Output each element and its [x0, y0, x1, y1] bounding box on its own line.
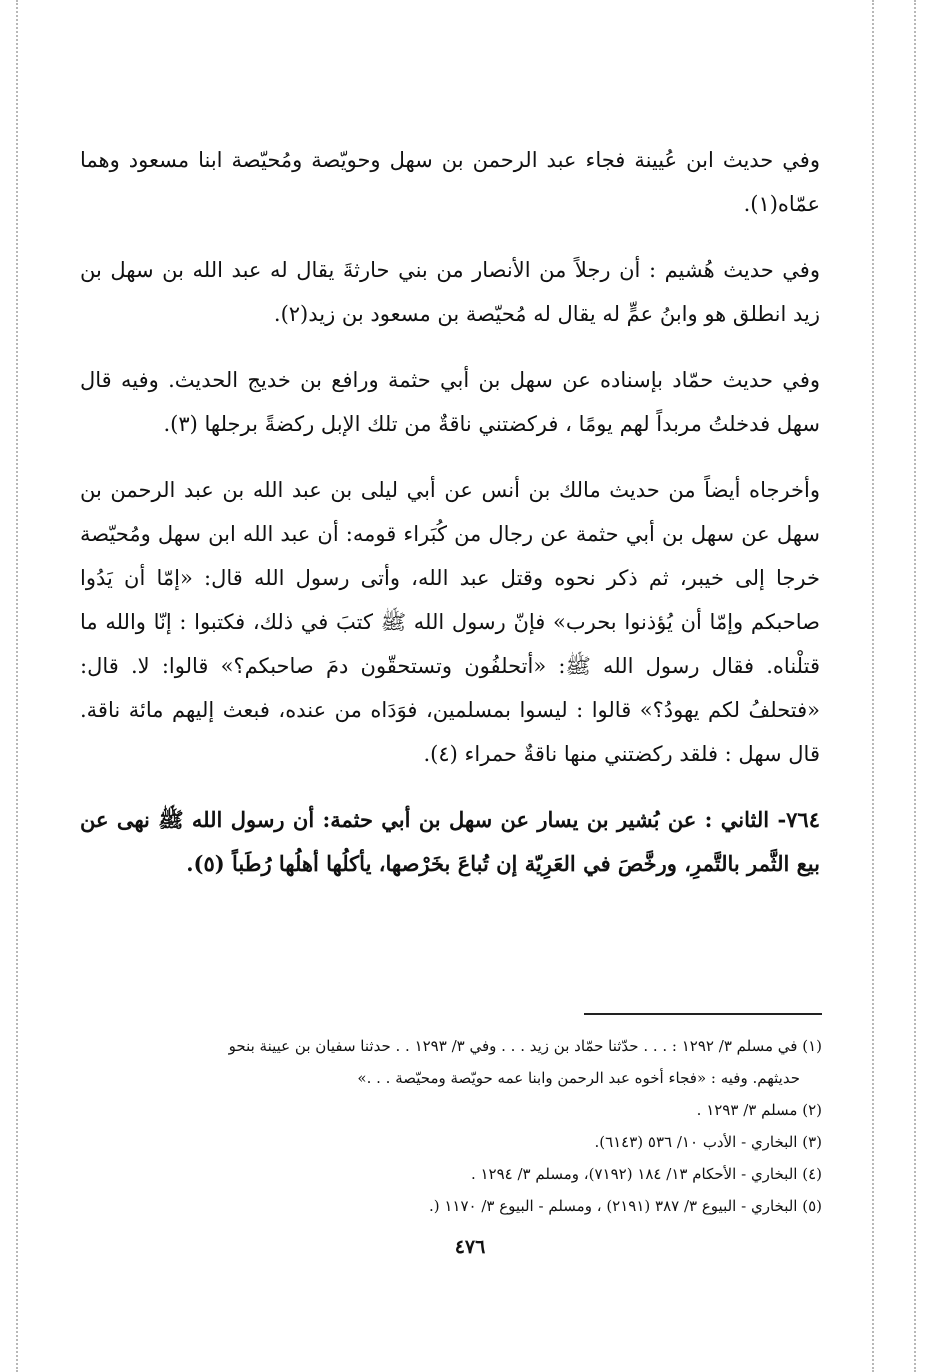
scan-edge-right	[872, 0, 874, 1372]
paragraph-malik: وأخرجاه أيضاً من حديث مالك بن أنس عن أبي ليلى بن عبد الله بن عبد الرحمن بن سهل عن سهل بن أبي حثمة عن رجال من كُبَراء قومه: أن عبد الله ابن سهل ومُحيّصة خرجا إلى خيبر، ثم ذكر نحوه وقتل عبد الله، وأتى رسول الله قال: «إمّا أن يَدُوا صاحبكم وإمّا أن يُؤذنوا بحرب» فإنّ رسول الله ﷺ كتبَ في ذلك، فكتبوا : إنّا والله ما قتلْناه. فقال رسول الله ﷺ: «أتحلفُون وتستحقّون دمَ صاحبكم؟» قالوا: لا. قال: «فتحلفُ لكم يهودُ؟» قالوا : ليسوا بمسلمين، فوَدَاه من عنده، فبعث إليهم مائة ناقة. قال سهل : فلقد ركضتني منها ناقةٌ حمراء (٤).	[80, 478, 820, 766]
hadith-number: ٧٦٤-	[777, 807, 820, 832]
hadith-764	[80, 798, 820, 886]
footnote-4: (٤) البخاري - الأحكام ١٣/ ١٨٤ (٧١٩٢)، ومسلم ٣/ ١٢٩٤ .	[470, 1165, 822, 1183]
scan-edge-left	[16, 0, 18, 1372]
footnote-3: (٣) البخاري - الأدب ١٠/ ٥٣٦ (٦١٤٣).	[594, 1133, 822, 1151]
footnote-1: (١) في مسلم ٣/ ١٢٩٢ : . . . حدّثنا حمّاد بن زيد . . . وفي ٣/ ١٢٩٣ . . حدثنا سفيان بن عيينة بنحو	[228, 1037, 822, 1055]
paragraph-ibn-uyaynah: وفي حديث ابن عُيينة فجاء عبد الرحمن بن سهل وحويّصة ومُحيّصة ابنا مسعود وهما عمّاه(١).	[80, 148, 820, 216]
footnote-2: (٢) مسلم ٣/ ١٢٩٣ .	[696, 1101, 822, 1119]
footnote-1-continued: حديثهم. وفيه : «فجاء أخوه عبد الرحمن وابنا عمه حويّصة ومحيّصة . . .»	[357, 1069, 800, 1087]
scan-edge-far-right	[914, 0, 916, 1372]
footnotes	[80, 1030, 822, 1222]
paragraph-hushaym: وفي حديث هُشيم : أن رجلاً من الأنصار من بني حارثةَ يقال له عبد الله بن سهل بن زيد انطلق هو وابنُ عمٍّ له يقال له مُحيّصة بن مسعود بن زيد(٢).	[80, 258, 820, 326]
footnote-separator	[584, 1013, 822, 1015]
page-number: ٤٧٦	[454, 1236, 486, 1258]
paragraph-hammad: وفي حديث حمّاد بإسناده عن سهل بن أبي حثمة ورافع بن خديج الحديث. وفيه قال سهل فدخلتُ مربداً لهم يومًا ، فركضتني ناقةٌ من تلك الإبل ركضةً برجلها (٣).	[80, 368, 820, 436]
hadith-text: الثاني : عن بُشير بن يسار عن سهل بن أبي حثمة: أن رسول الله ﷺ نهى عن بيع الثَّمر بالتَّمرِ، ورخَّصَ في العَرِيّة إن تُباعَ بخَرْصها، يأكلُها أهلُها رُطَباً (٥).	[80, 807, 820, 876]
main-text	[80, 138, 820, 902]
footnote-5: (٥) البخاري - البيوع ٣/ ٣٨٧ (٢١٩١) ، ومسلم - البيوع ٣/ ١١٧٠ (.	[428, 1197, 822, 1215]
